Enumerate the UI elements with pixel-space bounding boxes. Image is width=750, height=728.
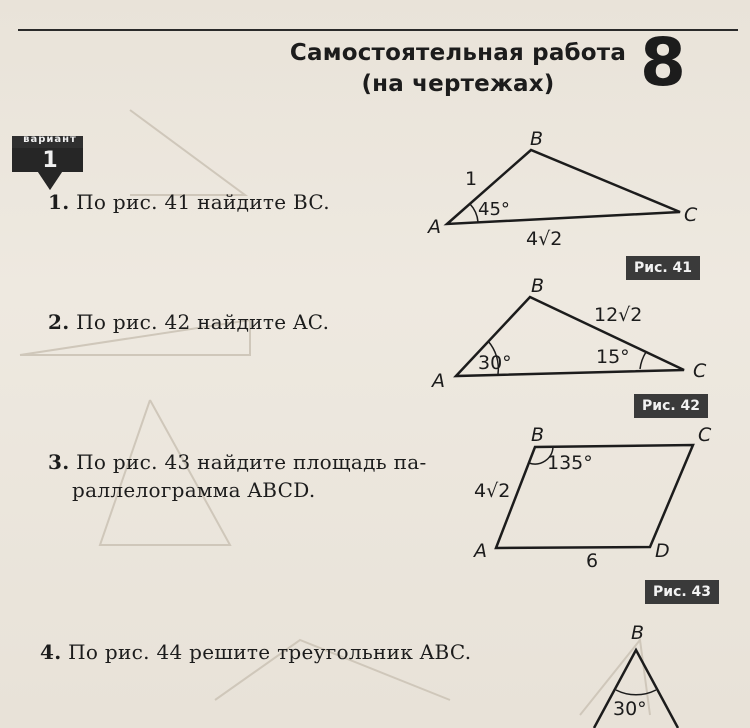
fig43-angle-b: 135° [547, 452, 593, 474]
fig43-vertex-a: A [474, 540, 487, 562]
fig41-angle-a: 45° [478, 199, 510, 220]
task-3-text-line-2: раллелограмма ABCD. [72, 478, 316, 502]
fig43-side-ad: 6 [586, 550, 599, 572]
fig41-side-ac: 4√2 [526, 228, 563, 250]
fig43-vertex-d: D [655, 540, 670, 562]
fig41-caption: Рис. 41 [626, 256, 700, 280]
fig43-side-ab: 4√2 [474, 480, 511, 502]
variant-label: вариант [23, 134, 77, 145]
fig42-angle-a: 30° [478, 352, 512, 374]
fig41-vertex-b: B [530, 128, 544, 150]
fig41-side-ab: 1 [465, 168, 478, 190]
task-2-number: 2. [48, 310, 70, 334]
task-4-text: По рис. 44 решите треугольник ABC. [68, 640, 472, 664]
fig44-angle-b: 30° [613, 698, 647, 720]
fig42-vertex-b: B [531, 275, 545, 297]
task-1-text: По рис. 41 найдите BC. [76, 190, 330, 214]
fig42-vertex-c: C [693, 360, 707, 382]
task-1-number: 1. [48, 190, 70, 214]
fig41-vertex-a: A [428, 216, 441, 238]
fig42-vertex-a: A [432, 370, 445, 392]
fig42-side-bc: 12√2 [594, 304, 643, 326]
variant-number: 1 [42, 148, 58, 173]
fig42-angle-c: 15° [596, 346, 630, 368]
fig44-angle-b-arc [616, 690, 656, 695]
fig43-vertex-c: C [698, 424, 712, 446]
task-3-text-line-1: По рис. 43 найдите площадь па- [76, 450, 427, 474]
fig42-caption: Рис. 42 [634, 394, 708, 418]
title-line-1: Самостоятельная работа [289, 40, 627, 66]
fig43-caption: Рис. 43 [645, 580, 719, 604]
fig44-vertex-b: B [631, 622, 645, 644]
task-2-text: По рис. 42 найдите AC. [76, 310, 330, 334]
task-3-number: 3. [48, 450, 70, 474]
fig43-vertex-b: B [531, 424, 545, 446]
task-4-number: 4. [40, 640, 62, 664]
work-number: 8 [640, 24, 686, 101]
title-line-2: (на чертежах) [361, 71, 555, 97]
fig41-vertex-c: C [684, 204, 698, 226]
